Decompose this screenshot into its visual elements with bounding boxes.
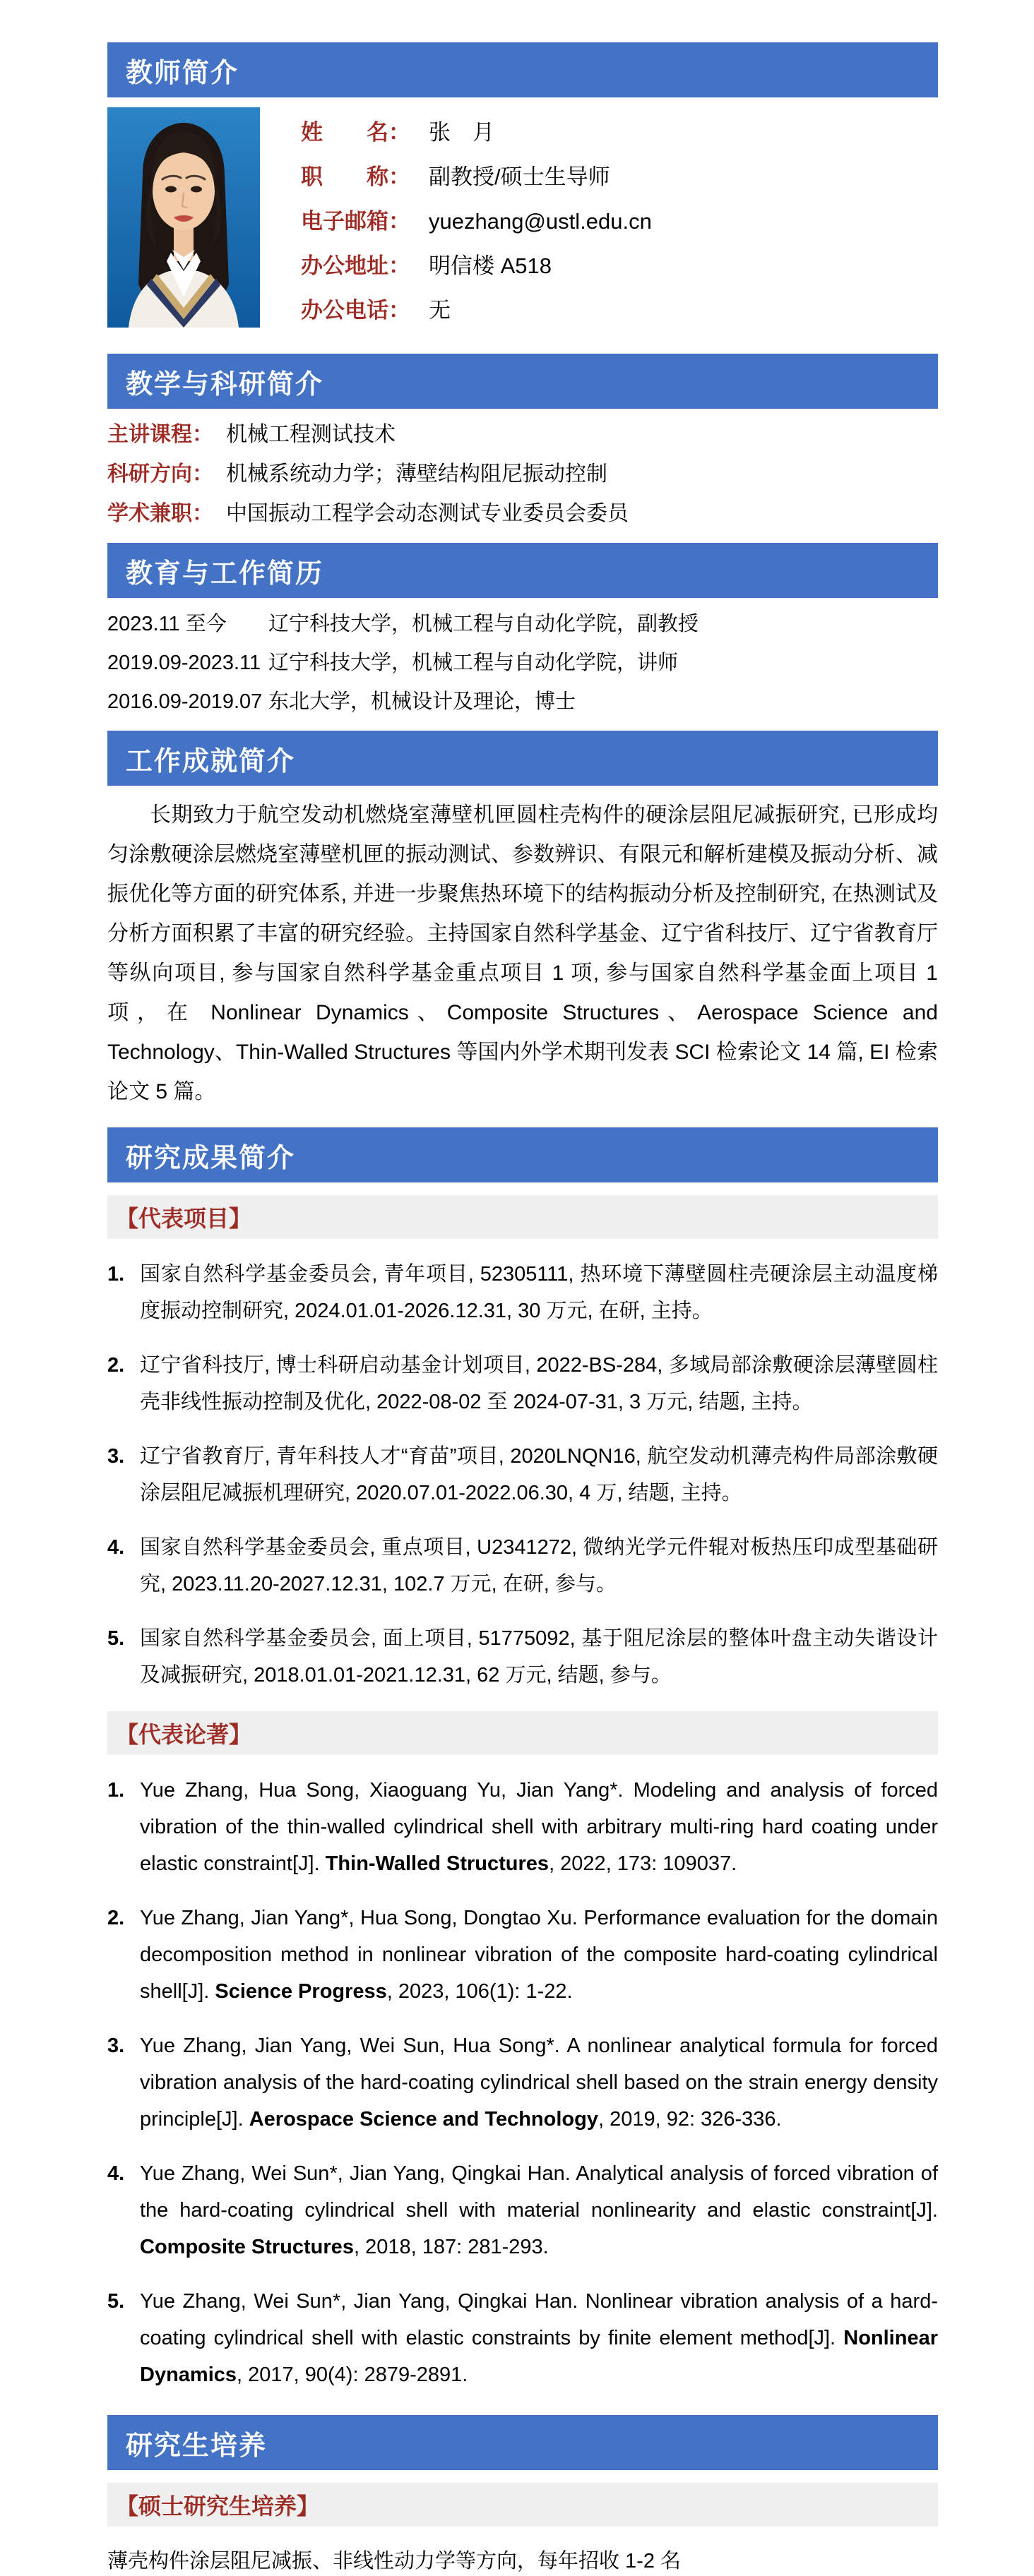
section-header-work-achievements: [107, 731, 938, 786]
item-number: 2.: [107, 1354, 125, 1377]
publication-text: [140, 2155, 938, 2265]
field-phone-label: 办公电话：: [301, 298, 410, 323]
field-office-value: 明信楼 A518: [429, 253, 552, 278]
education-row: [107, 609, 938, 639]
publication-item: [107, 2283, 938, 2393]
subheading-representative-projects: [107, 1195, 938, 1239]
teacher-fields: [301, 107, 652, 341]
section-header-education-career: [107, 543, 938, 598]
field-title: [301, 163, 652, 191]
education-rows: [107, 609, 938, 717]
publication-journal: Thin-Walled Structures: [325, 1852, 549, 1875]
section-header-teaching-research: [107, 354, 938, 409]
project-text: 辽宁省科技厅, 博士科研启动基金计划项目, 2022-BS-284, 多域局部涂敷硬涂层薄壁圆柱壳非线性振动控制及优化, 2022-08-02 至 2024-07-31, 3 万元, 结题, 主持。: [140, 1354, 938, 1413]
section-title: 教师简介: [126, 58, 239, 88]
field-email-label: 电子邮箱：: [301, 209, 410, 234]
section-header-research-results: [107, 1127, 938, 1182]
publication-pre: Yue Zhang, Jian Yang, Wei Sun, Hua Song*. A nonlinear analytical formula for forced vibration analysis of the hard-coating cylindrical shell based on the strain energy density principle[J].: [140, 2035, 938, 2131]
field-name: [301, 119, 652, 147]
item-number: 1.: [107, 1263, 125, 1286]
publication-pre: Yue Zhang, Wei Sun*, Jian Yang, Qingkai Han. Analytical analysis of forced vibration of the hard-coating cylindrical shell with material nonlinearity and elastic constraint[J].: [140, 2162, 938, 2222]
item-number: 1.: [107, 1779, 125, 1802]
section-title: 工作成就简介: [126, 746, 296, 777]
project-item: [107, 1620, 938, 1694]
section-header-graduate-training: [107, 2415, 938, 2470]
publication-text: [140, 1772, 938, 1882]
field-title-value: 副教授/硕士生导师: [429, 164, 610, 189]
projects-list: [107, 1256, 938, 1694]
section-header-teacher-profile: [107, 42, 938, 97]
project-text: 国家自然科学基金委员会, 青年项目, 52305111, 热环境下薄壁圆柱壳硬涂层主动温度梯度振动控制研究, 2024.01.01-2026.12.31, 30 万元, 在研, 主持。: [140, 1263, 938, 1322]
subheading-master-training: [107, 2483, 938, 2527]
item-number: 5.: [107, 1627, 125, 1650]
teacher-basic-info: [107, 107, 938, 341]
row-academic-posts-label: 学术兼职：: [107, 502, 213, 525]
teacher-photo: [107, 107, 260, 328]
education-period: 2016.09-2019.07: [107, 690, 263, 713]
field-office: [301, 252, 652, 280]
publication-pre: Yue Zhang, Hua Song, Xiaoguang Yu, Jian Yang*. Modeling and analysis of forced vibration of the thin-walled cylindrical shell with arbitrary multi-ring hard coating under elastic constraint[J].: [140, 1779, 938, 1875]
project-text: 辽宁省教育厅, 青年科技人才“育苗”项目, 2020LNQN16, 航空发动机薄壳构件局部涂敷硬涂层阻尼减振机理研究, 2020.07.01-2022.06.30, 4 万, 结题, 主持。: [140, 1445, 938, 1504]
education-period: 2023.11 至今: [107, 613, 227, 635]
item-number: 4.: [107, 2162, 125, 2185]
publications-list: [107, 1772, 938, 2393]
publication-item: [107, 2027, 938, 2138]
portrait-photo-illustration: [107, 107, 260, 328]
project-text: 国家自然科学基金委员会, 面上项目, 51775092, 基于阻尼涂层的整体叶盘主动失谐设计及减振研究, 2018.01.01-2021.12.31, 62 万元, 结题, 参与。: [140, 1627, 938, 1687]
subheading-text: 【硕士研究生培养】: [116, 2493, 320, 2519]
field-title-label: 职 称：: [301, 164, 410, 189]
row-research-direction: [107, 460, 938, 489]
achievements-paragraph: 长期致力于航空发动机燃烧室薄壁机匣圆柱壳构件的硬涂层阻尼减振研究, 已形成均匀涂敷硬涂层燃烧室薄壁机匣的振动测试、参数辨识、有限元和解析建模及振动分析、减振优化等方面的研究体系, 并进一步聚焦热环境下的结构振动分析及控制研究, 在热测试及分析方面积累了丰富的研究经验。主持国家自然科学基金、辽宁省科技厅、辽宁省教育厅等纵向项目, 参与国家自然科学基金重点项目 1 项, 参与国家自然科学基金面上项目 1 项，在 Nonlinear Dynamics、Composite Structures、Aerospace Science and Technology、Thin-Walled Structures 等国内外学术期刊发表 SCI 检索论文 14 篇, EI 检索论文 5 篇。: [107, 803, 938, 1103]
row-courses-value: 机械工程测试技术: [226, 423, 396, 446]
row-academic-posts: [107, 499, 938, 529]
project-item: [107, 1347, 938, 1420]
publication-journal: Composite Structures: [140, 2236, 354, 2258]
field-name-label: 姓 名：: [301, 120, 410, 145]
publication-journal: Science Progress: [215, 1980, 387, 2003]
subheading-text: 【代表论著】: [116, 1722, 252, 1747]
project-text: 国家自然科学基金委员会, 重点项目, U2341272, 微纳光学元件辊对板热压印成型基础研究, 2023.11.20-2027.12.31, 102.7 万元, 在研, 参与。: [140, 1536, 938, 1595]
faculty-profile-page: [107, 0, 938, 2576]
publication-pre: Yue Zhang, Jian Yang*, Hua Song, Dongtao Xu. Performance evaluation for the domain decomposition method in nonlinear vibration of the composite hard-coating cylindrical shell[J].: [140, 1907, 938, 2003]
education-detail: 辽宁科技大学，机械工程与自动化学院，副教授: [268, 613, 699, 635]
education-period: 2019.09-2023.11: [107, 652, 261, 674]
item-number: 4.: [107, 1536, 125, 1559]
publication-post: , 2022, 173: 109037.: [549, 1852, 737, 1875]
field-email: [301, 208, 652, 236]
field-email-value: yuezhang@ustl.edu.cn: [429, 209, 652, 234]
publication-item: [107, 2155, 938, 2265]
publication-item: [107, 1900, 938, 2010]
education-detail: 辽宁科技大学，机械工程与自动化学院，讲师: [268, 652, 679, 674]
publication-post: , 2017, 90(4): 2879-2891.: [237, 2364, 468, 2386]
item-number: 5.: [107, 2290, 125, 2313]
publication-pre: Yue Zhang, Wei Sun*, Jian Yang, Qingkai Han. Nonlinear vibration analysis of a hard-coating cylindrical shell with elastic constraints by finite element method[J].: [140, 2290, 938, 2349]
item-number: 3.: [107, 2035, 125, 2057]
publication-text: [140, 1900, 938, 2010]
education-row: [107, 687, 938, 717]
publication-journal: Nonlinear Dynamics: [140, 2327, 938, 2386]
section-title: 教学与科研简介: [126, 369, 324, 400]
publication-text: [140, 2027, 938, 2138]
section-title: 研究生培养: [126, 2431, 268, 2461]
education-detail: 东北大学，机械设计及理论，博士: [268, 690, 576, 713]
field-name-value: 张 月: [429, 120, 494, 145]
row-courses-label: 主讲课程：: [107, 423, 213, 446]
row-research-direction-label: 科研方向：: [107, 462, 213, 486]
row-research-direction-value: 机械系统动力学；薄壁结构阻尼振动控制: [226, 462, 607, 486]
project-item: [107, 1529, 938, 1602]
publication-text: [140, 2283, 938, 2393]
publication-post: , 2018, 187: 281-293.: [353, 2236, 549, 2258]
subheading-representative-publications: [107, 1711, 938, 1755]
subheading-text: 【代表项目】: [116, 1206, 252, 1231]
publication-journal: Aerospace Science and Technology: [249, 2108, 598, 2131]
publication-item: [107, 1772, 938, 1882]
teaching-rows: [107, 420, 938, 529]
row-courses: [107, 420, 938, 450]
field-phone-value: 无: [429, 298, 451, 323]
graduate-recruiting-text: 薄壳构件涂层阻尼减振、非线性动力学等方向，每年招收 1-2 名: [107, 2550, 682, 2572]
section-title: 教育与工作简历: [126, 558, 324, 589]
project-item: [107, 1438, 938, 1511]
education-row: [107, 648, 938, 678]
publication-post: , 2023, 106(1): 1-22.: [386, 1980, 573, 2003]
field-office-label: 办公地址：: [301, 253, 410, 278]
field-phone: [301, 296, 652, 325]
section-title: 研究成果简介: [126, 1143, 296, 1173]
project-item: [107, 1256, 938, 1329]
item-number: 2.: [107, 1907, 125, 1929]
row-academic-posts-value: 中国振动工程学会动态测试专业委员会委员: [226, 502, 629, 525]
item-number: 3.: [107, 1445, 125, 1468]
publication-post: , 2019, 92: 326-336.: [598, 2108, 782, 2131]
